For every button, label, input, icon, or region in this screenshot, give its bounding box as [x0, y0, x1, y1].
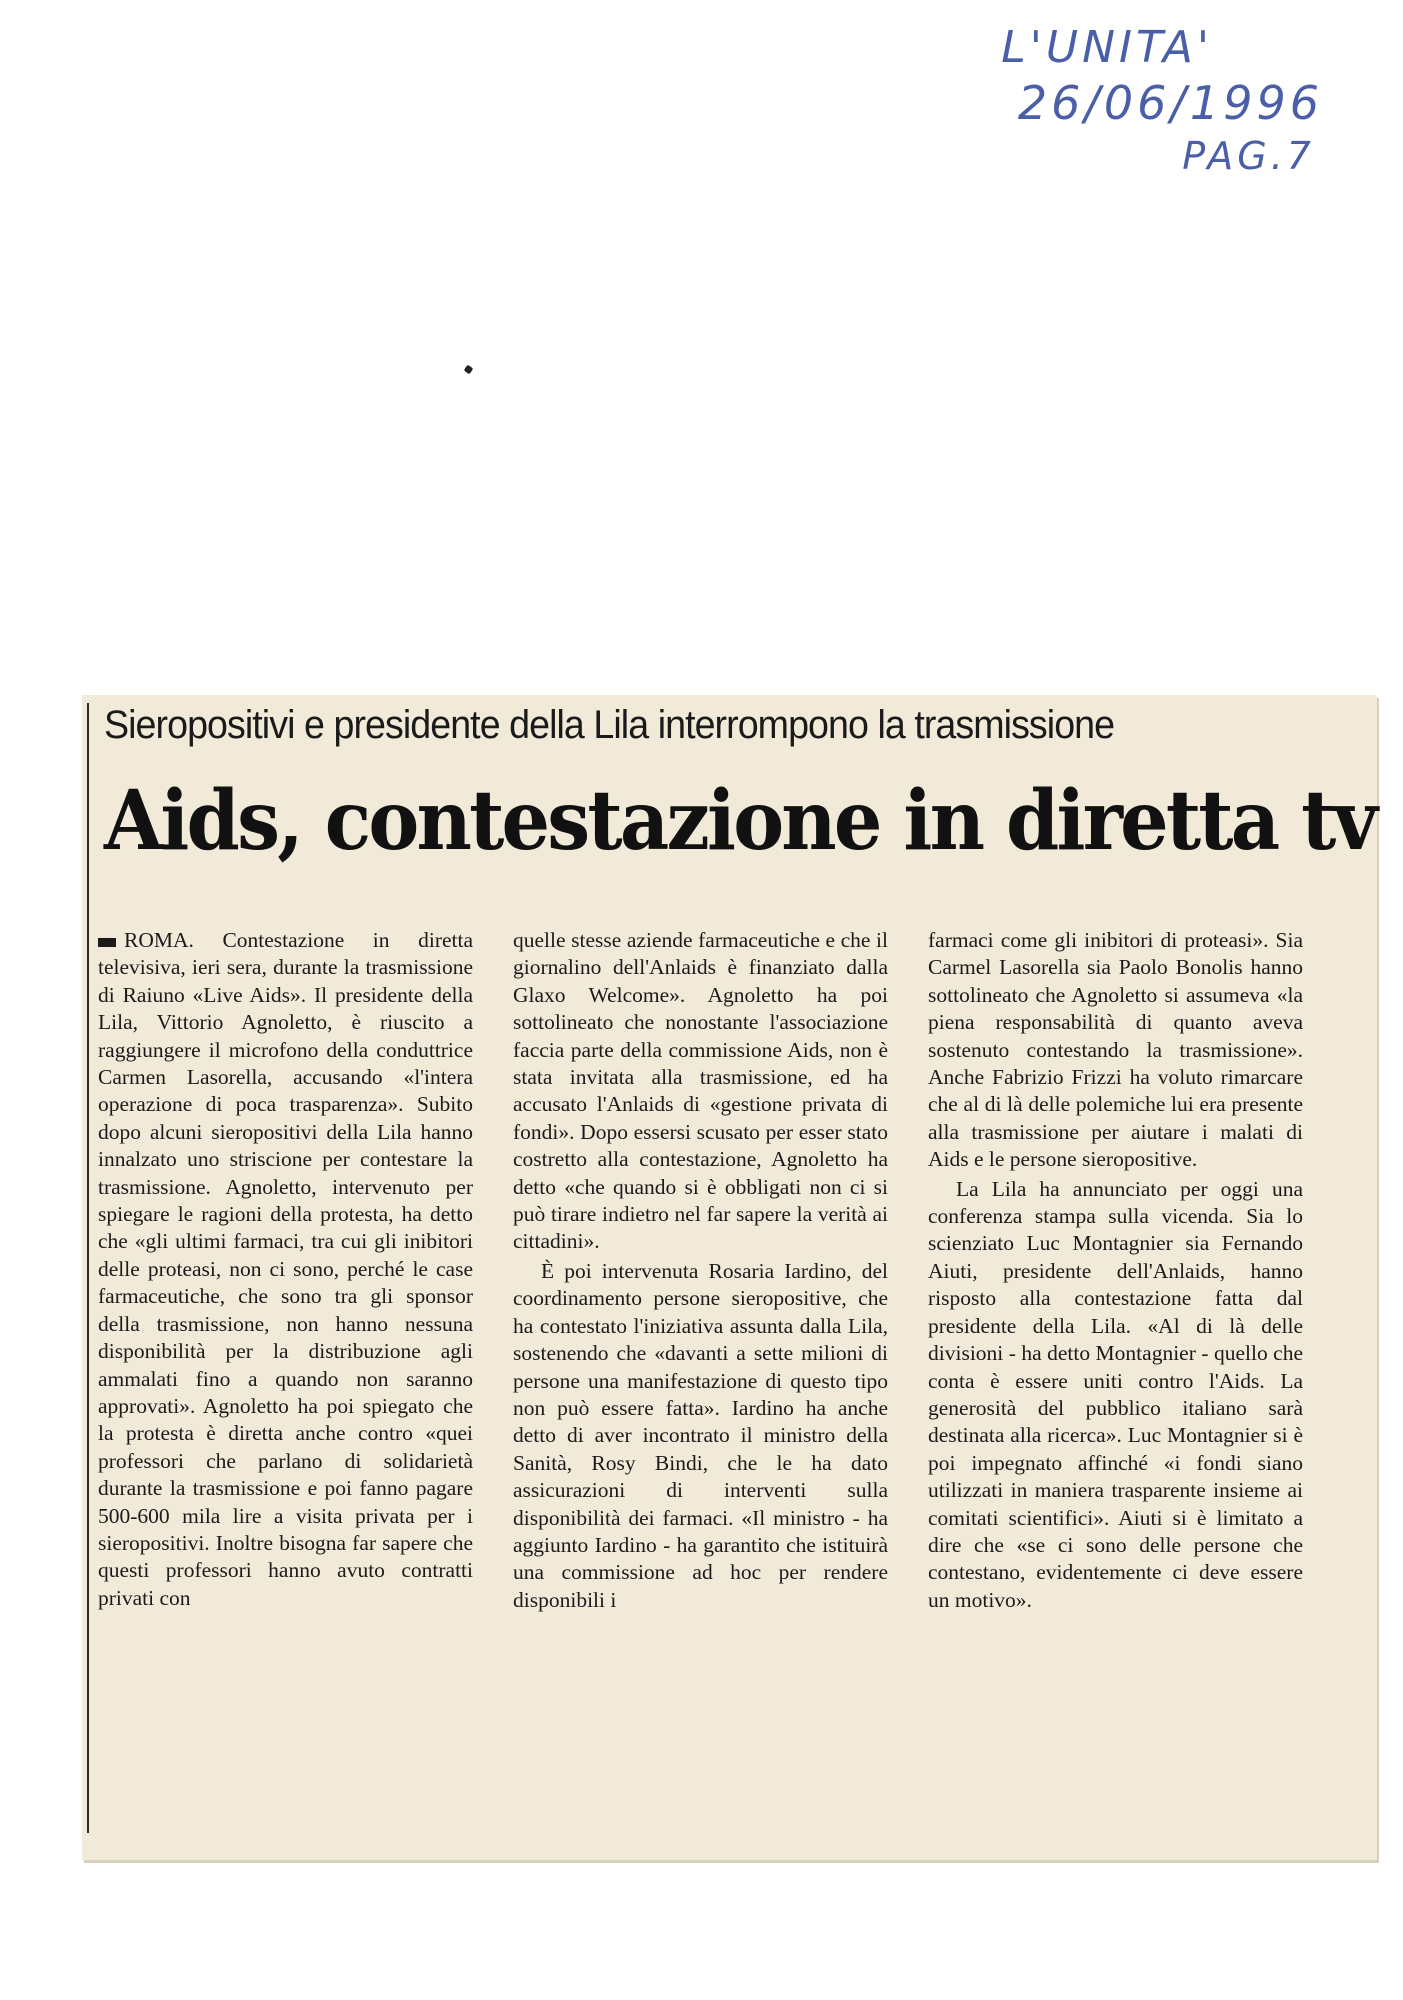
- article-paragraph: La Lila ha annunciato per oggi una conferenza stampa sulla vicenda. Sia lo scienziato Luc Montagnier sia Fernando Aiuti, presidente dell'Anlaids, hanno risposto alla contestazione fatta dal presidente della Lila. «Al di là delle divisioni - ha detto Montagnier - quello che conta è essere uniti contro l'Aids. La generosità del pubblico italiano sarà destinata alla ricerca». Luc Montagnier si è poi impegnato affinché «i fondi siano utilizzati in maniera trasparente insieme ai comitati scientifici». Aiuti si è limitato a dire che «se ci sono delle persone che contestano, evidentemente ci deve essere un motivo».: [928, 1176, 1303, 1612]
- article-paragraph: È poi intervenuta Rosaria Iardino, del coordinamento persone sieropositive, che ha contestato l'iniziativa assunta dalla Lila, sostenendo che «davanti a sette milioni di persone una manifestazione di questo tipo non può essere fatta». Iardino ha anche detto di aver incontrato il ministro della Sanità, Rosy Bindi, che le ha dato assicurazioni di interventi sulla disponibilità dei farmaci. «Il ministro - ha aggiunto Iardino - ha garantito che istituirà una commissione ad hoc per rendere disponibili i: [513, 1258, 888, 1612]
- article-headline: Aids, contestazione in diretta tv: [104, 773, 1376, 869]
- annotation-page: PAG.7: [1182, 133, 1315, 178]
- clipping-rule: [87, 703, 89, 1833]
- annotation-newspaper: L'UNITA': [1001, 22, 1213, 73]
- article-paragraph: quelle stesse aziende farmaceutiche e che il giornalino dell'Anlaids è finanziato dalla Glaxo Welcome». Agnoletto ha poi sottolineato che nonostante l'associazione faccia parte della commissione Aids, non è stata invitata alla trasmissione, ed ha accusato l'Anlaids di «gestione privata di fondi». Dopo essersi scusato per esser stato costretto alla contestazione, Agnoletto ha detto «che quando si è obbligati non ci si può tirare indietro nel far sapere la verità ai cittadini».: [513, 928, 888, 1254]
- handwritten-annotation: [963, 20, 1323, 180]
- ink-speck: [464, 365, 474, 375]
- article-kicker: Sieropositivi e presidente della Lila interrompono la trasmissione: [104, 703, 1115, 747]
- article-column-1: [98, 927, 473, 1614]
- dateline: ROMA.: [124, 928, 194, 952]
- article-body: [98, 927, 1363, 1614]
- bullet-mark: [98, 938, 116, 947]
- annotation-date: 26/06/1996: [1017, 76, 1323, 130]
- article-paragraph: [98, 927, 473, 1612]
- article-paragraph: farmaci come gli inibitori di proteasi». Sia Carmel Lasorella sia Paolo Bonolis hanno sottolineato che Agnoletto si assumeva «la piena responsabilità di quanto aveva sostenuto contestando la trasmissione». Anche Fabrizio Frizzi ha voluto rimarcare che al di là delle polemiche lui era presente alla trasmissione per aiutare i malati di Aids e le persone sieropositive.: [928, 928, 1303, 1172]
- article-column-2: [513, 927, 888, 1614]
- paragraph-text: Contestazione in diretta televisiva, ieri sera, durante la trasmissione di Raiuno «Live Aids». Il presidente della Lila, Vittorio Agnoletto, è riuscito a raggiungere il microfono della conduttrice Carmen Lasorella, accusando «l'intera operazione di poca trasparenza». Subito dopo alcuni sieropositivi della Lila hanno innalzato uno striscione per contestare la trasmissione. Agnoletto, intervenuto per spiegare le ragioni della protesta, ha detto che «gli ultimi farmaci, tra cui gli inibitori delle proteasi, non ci sono, perché le case farmaceutiche, che sono tra gli sponsor della trasmissione, non hanno nessuna disponibilità per la distribuzione agli ammalati fino a quando non saranno approvati». Agnoletto ha poi spiegato che la protesta è diretta anche contro «quei professori che parlano di solidarietà durante la trasmissione e poi fanno pagare 500-600 mila lire a visita privata per i sieropositivi. Inoltre bisogna far sapere che questi professori hanno avuto contratti privati con: [98, 928, 474, 1610]
- newspaper-clipping: [82, 695, 1377, 1860]
- article-column-3: [928, 927, 1303, 1614]
